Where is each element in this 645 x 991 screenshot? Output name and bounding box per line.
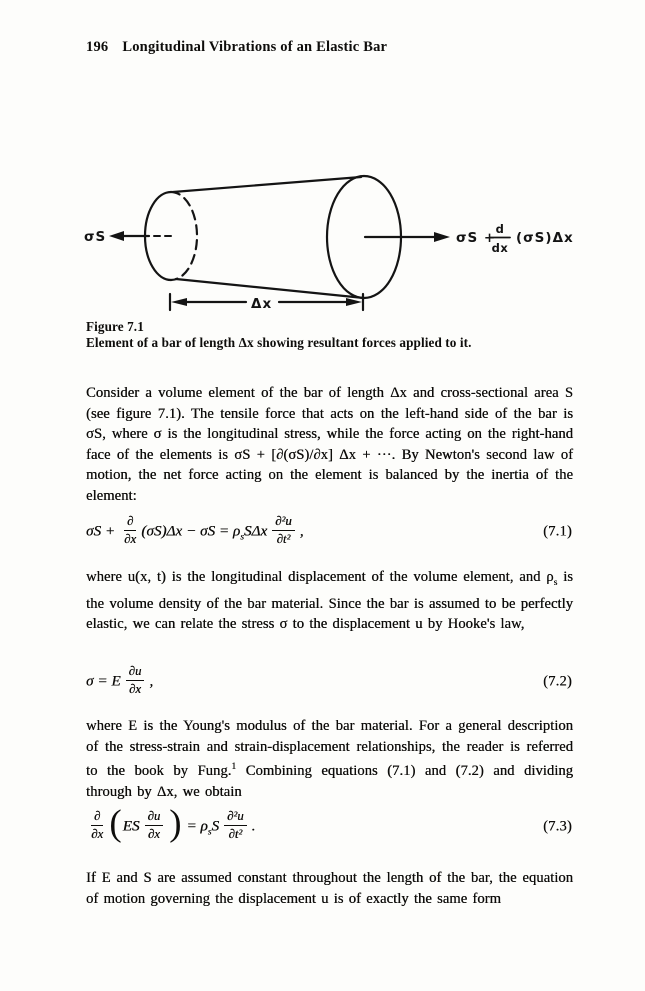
left-arrowhead-icon — [109, 231, 124, 241]
equation-7-2-body — [86, 666, 153, 698]
eq2-fraction-du-dx — [126, 664, 145, 696]
right-force-label-pre: σS + — [456, 230, 497, 246]
equation-7-1-body — [86, 516, 304, 548]
equation-7-1 — [86, 506, 572, 558]
eq1-fraction-d-dx — [124, 514, 136, 546]
eq3-post: . — [251, 817, 256, 835]
eq1-rho-subscript: s — [240, 532, 244, 543]
top-generator-line — [173, 177, 361, 192]
eq3-rho-subscript: s — [207, 827, 212, 838]
paragraph-3 — [86, 716, 573, 802]
para2-text-b: is the volume density of the bar material. Since the bar is assumed to be perfectly elastic, we can relate the stress σ to the displacement u by Hooke's law, — [86, 569, 573, 633]
equation-7-1-tag: (7.1) — [543, 523, 572, 540]
page-number: 196 — [86, 39, 109, 55]
eq2-frac-num: ∂u — [126, 664, 145, 680]
left-force-label: σS — [84, 229, 107, 245]
eq1-frac2-den: ∂t² — [276, 531, 291, 546]
right-force-frac-den: dx — [491, 241, 509, 255]
eq3-fraction-d-dx — [91, 809, 103, 841]
running-title: Longitudinal Vibrations of an Elastic Bar — [122, 39, 388, 55]
eq3-fraction-du-dx — [145, 809, 164, 841]
paragraph-2 — [86, 567, 573, 635]
right-arrowhead-icon — [434, 232, 450, 242]
eq2-post: , — [149, 672, 154, 690]
para2-text-a: where u(x, t) is the longitudinal displacement of the volume element, and ρ — [86, 569, 554, 585]
figure-7-1-diagram — [60, 163, 600, 318]
equation-7-2-tag: (7.2) — [543, 673, 572, 690]
figure-caption — [86, 319, 472, 352]
eq3-right-paren: ) — [169, 803, 182, 845]
right-force-frac-num: d — [495, 222, 505, 236]
eq1-frac1-den: ∂x — [124, 531, 137, 546]
right-force-label-post: (σS)Δx — [516, 230, 574, 246]
eq3-frac2-den: ∂x — [147, 826, 160, 841]
eq1-mid2: SΔx — [243, 522, 268, 540]
eq1-pre: σS + — [86, 522, 119, 540]
equation-7-2 — [86, 660, 572, 704]
figure-caption-text: Element of a bar of length Δx showing resultant forces applied to it. — [86, 335, 472, 351]
figure-caption-title: Figure 7.1 — [86, 319, 144, 334]
left-face-hidden-arc — [171, 192, 197, 280]
equation-7-3 — [86, 797, 572, 857]
para3-footnote-ref: 1 — [231, 762, 237, 773]
running-head — [86, 39, 387, 56]
eq2-frac-den: ∂x — [128, 681, 141, 696]
eq3-frac1-den: ∂x — [91, 826, 104, 841]
para3-text-a: where E is the Young's modulus of the bar material. For a general description of the stress-strain and strain-displacement relationships, the reader is referred to the book by Fung. — [86, 718, 573, 780]
eq3-mid2: S — [211, 817, 220, 835]
dimension-label: Δx — [251, 296, 273, 312]
para2-rho-subscript: s — [553, 577, 558, 588]
eq3-frac3-num: ∂²u — [224, 809, 247, 825]
paragraph-1: Consider a volume element of the bar of length Δx and cross-sectional area S (see figure 7.1). The tensile force that acts on the left-hand side of the bar is σS, where σ is the longitudinal stress, while the force acting on the right-hand face of the elements is σS + [∂(σS)/∂x] Δx + ···. By Newton's second law of motion, the net force acting on the element is balanced by the inertia of the element: — [86, 385, 573, 504]
eq3-frac3-den: ∂t² — [228, 826, 243, 841]
equation-7-3-tag: (7.3) — [543, 818, 572, 835]
eq3-left-paren: ( — [109, 803, 122, 845]
eq3-mid: = ρ — [182, 817, 208, 835]
eq3-frac2-num: ∂u — [145, 809, 164, 825]
eq3-inner: ES — [122, 817, 140, 835]
eq1-post: , — [299, 522, 304, 540]
eq3-frac1-num: ∂ — [91, 809, 103, 825]
equation-7-3-body — [86, 803, 256, 845]
eq3-fraction-d2u-dt2 — [224, 809, 247, 841]
paragraph-4: If E and S are assumed constant throughout the length of the bar, the equation of motion governing the displacement u is of exactly the same form — [86, 870, 573, 907]
eq1-fraction-d2u-dt2 — [272, 514, 295, 546]
eq1-mid: (σS)Δx − σS = ρ — [141, 522, 241, 540]
eq2-pre: σ = E — [86, 672, 121, 690]
para3-text-b: Combining equations (7.1) and (7.2) and dividing through by Δx, we obtain — [86, 763, 573, 800]
eq1-frac1-num: ∂ — [124, 514, 136, 530]
eq1-frac2-num: ∂²u — [272, 514, 295, 530]
